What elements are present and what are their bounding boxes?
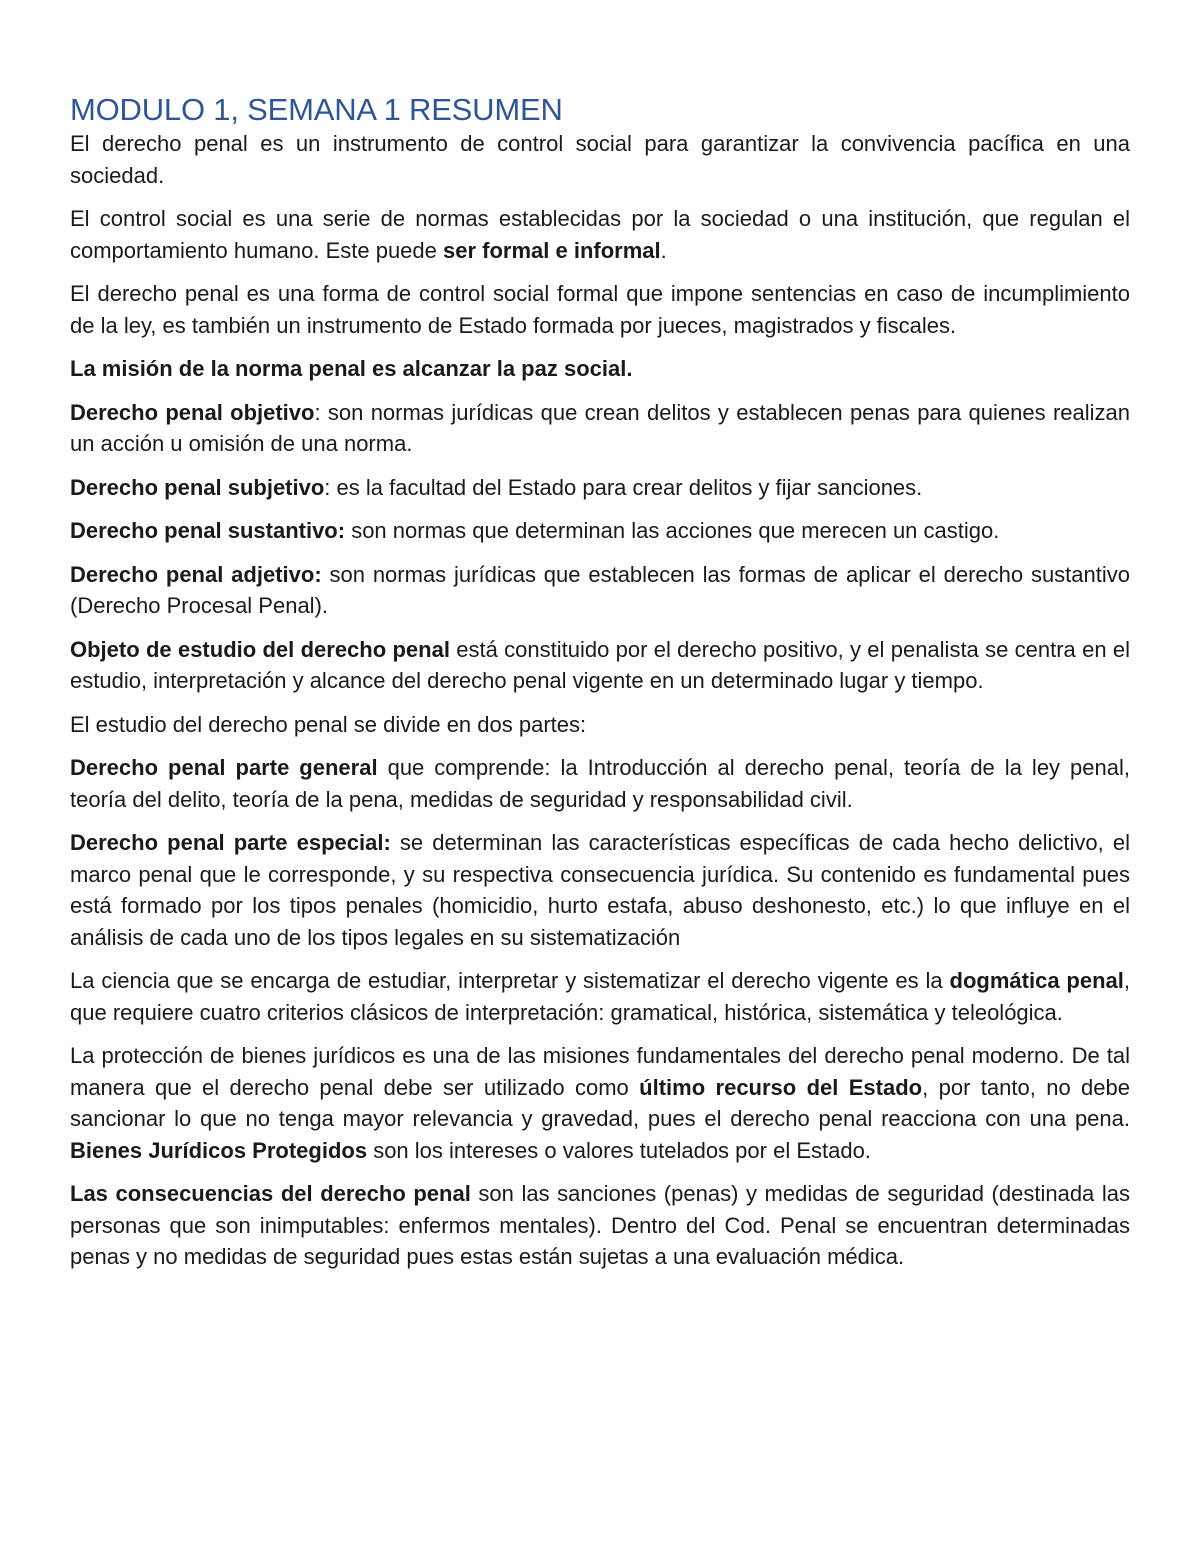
paragraph-subjetivo: Derecho penal subjetivo: es la facultad del Estado para crear delitos y fijar sanciones. xyxy=(70,474,923,500)
page-title: MODULO 1, SEMANA 1 RESUMEN xyxy=(70,92,563,127)
paragraph-dogmatica: La ciencia que se encarga de estudiar, interpretar y sistematizar el derecho vigente es la dogmática penal, que requiere cuatro criterios clásicos de interpretación: gramatical, histórica, sistemática y teleológica. xyxy=(70,968,1130,1025)
paragraph-parte-general: Derecho penal parte general que comprende: la Introducción al derecho penal, teoría de la ley penal, teoría del delito, teoría de la pena, medidas de seguridad y responsabilidad civil. xyxy=(70,755,1131,812)
paragraph-objeto-estudio: Objeto de estudio del derecho penal está constituido por el derecho positivo, y el penalista se centra en el estudio, interpretación y alcance del derecho penal vigente en un determinado lugar y tiempo. xyxy=(70,636,1130,693)
paragraph-sustantivo: Derecho penal sustantivo: son normas que determinan las acciones que merecen un castigo. xyxy=(70,518,1000,543)
paragraph-parte-especial: Derecho penal parte especial: se determinan las características específicas de cada hecho delictivo, el marco penal que le corresponde, y su respectiva consecuencia jurídica. Su contenido es fundamental pues está formado por los tipos penales (homicidio, hurto estafa, abuso deshonesto, etc.) lo que influye en el análisis de cada uno de los tipos legales en su sistematización xyxy=(70,830,1130,950)
paragraph-division: El estudio del derecho penal se divide en dos partes: xyxy=(70,711,587,737)
paragraph-adjetivo: Derecho penal adjetivo: son normas jurídicas que establecen las formas de aplicar el derecho sustantivo (Derecho Procesal Penal). xyxy=(70,561,1130,618)
paragraph-consecuencias: Las consecuencias del derecho penal son las sanciones (penas) y medidas de seguridad (destinada las personas que son inimputables: enfermos mentales). Dentro del Cod. Penal se encuentran determinadas penas y no medidas de seguridad pues estas están sujetas a una evaluación médica. xyxy=(70,1181,1130,1269)
paragraph-control-social: El control social es una serie de normas establecidas por la sociedad o una institución, que regulan el comportamiento humano. Este puede ser formal e informal. xyxy=(70,206,1130,263)
paragraph-intro: El derecho penal es un instrumento de control social para garantizar la convivencia pacífica en una sociedad. xyxy=(70,131,1130,188)
paragraph-objetivo: Derecho penal objetivo: son normas jurídicas que crean delitos y establecen penas para quienes realizan un acción u omisión de una norma. xyxy=(70,399,1130,456)
paragraph-control-formal: El derecho penal es una forma de control social formal que impone sentencias en caso de incumplimiento de la ley, es también un instrumento de Estado formada por jueces, magistrados y fiscales. xyxy=(70,281,1130,338)
document-page xyxy=(70,90,1130,1285)
paragraph-mision: La misión de la norma penal es alcanzar la paz social. xyxy=(70,356,633,381)
paragraph-bienes-juridicos: La protección de bienes jurídicos es una de las misiones fundamentales del derecho penal moderno. De tal manera que el derecho penal debe ser utilizado como último recurso del Estado, por tanto, no debe sancionar lo que no tenga mayor relevancia y gravedad, pues el derecho penal reacciona con una pena. Bienes Jurídicos Protegidos son los intereses o valores tutelados por el Estado. xyxy=(70,1043,1130,1163)
